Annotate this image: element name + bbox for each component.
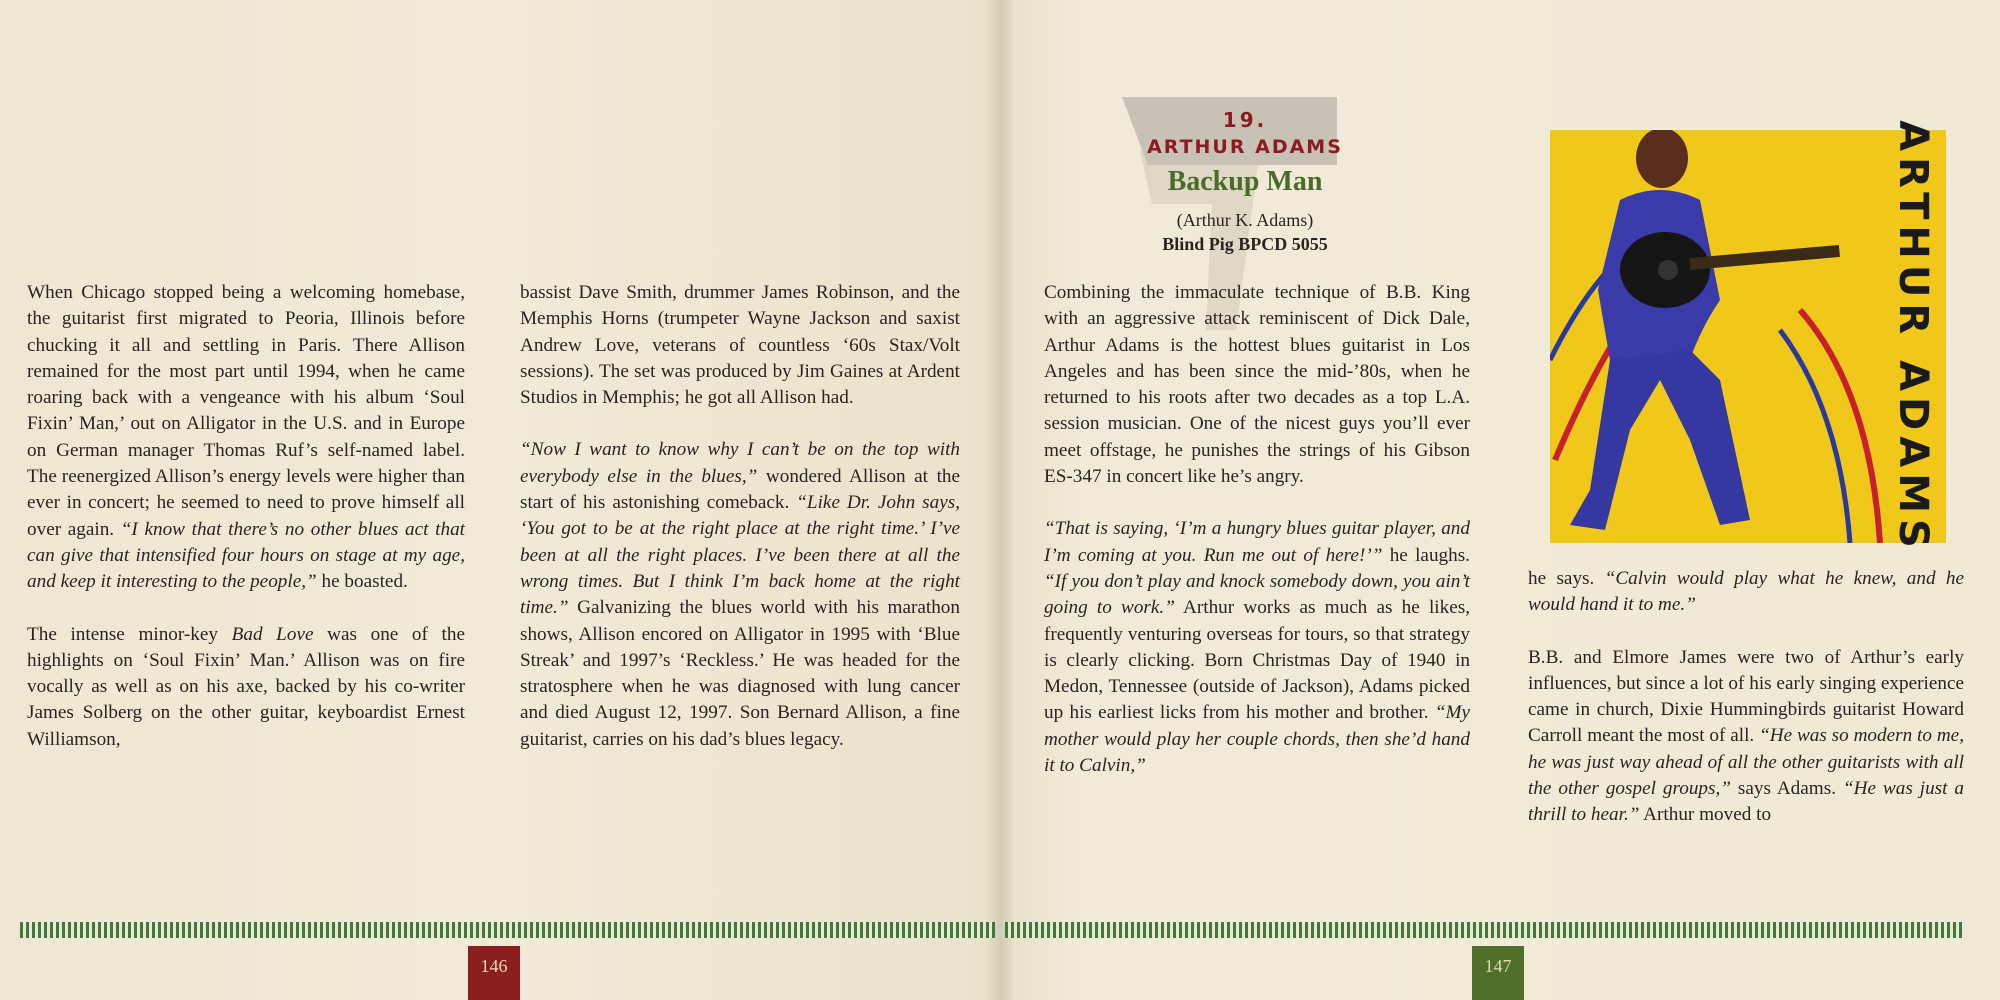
photo-caption: ARTHUR ADAMS bbox=[1890, 119, 1937, 554]
track-artist: ARTHUR ADAMS bbox=[1147, 136, 1343, 158]
paragraph: bassist Dave Smith, drummer James Robinson, and the Memphis Horns (trumpeter Wayne Jackson and saxist Andrew Love, veterans of countless ‘60s Stax/Volt sessions). The set was produced by Jim Gaines at Ardent Studios in Memphis; he got all Allison had. bbox=[520, 282, 960, 409]
paragraph: “Now I want to know why I can’t be on the top with everybody else in the blues,” wondered Allison at the start of his astonishing comeback. “Like Dr. John says, ‘You got to be at the right place at the right time.’ I’ve been at all the right places. I’ve been there at all the wrong times. But I think I’m back home at the right time.” Galvanizing the blues world with his marathon shows, Allison encored on Alligator in 1995 with ‘Blue Streak’ and 1997’s ‘Reckless.’ He was headed for the stratosphere when he was diagnosed with lung cancer and died August 12, 1997. Son Bernard Allison, a fine guitarist, carries on his dad’s blues legacy. bbox=[520, 439, 961, 750]
decorative-stripe-band-left bbox=[20, 922, 995, 938]
catalog-number: Blind Pig BPCD 5055 bbox=[1162, 234, 1328, 254]
paragraph: When Chicago stopped being a welcoming homebase, the guitarist first migrated to Peoria, Illinois before chucking it all and settling in Paris. There Allison remained for the most part until 1994, when he came roaring back with a vengeance with his album ‘Soul Fixin’ Man,’ out on Alligator in the U.S. and in Europe on German manager Thomas Ruf’s self-named label. The reenergized Allison’s energy levels were higher than ever in concert; he seemed to need to prove himself all over again. “I know that there’s no other blues act that can give that intensified four hours on stage at my age, and keep it interesting to the people,” he boasted. bbox=[27, 282, 465, 593]
paragraph: B.B. and Elmore James were two of Arthur’s early influences, but since a lot of his early singing experience came in church, Dixie Hummingbirds guitarist Howard Carroll meant the most of all. “He was so modern to me, he was just way ahead of all the other guitarists with all the other gospel groups,” says Adams. “He was just a thrill to hear.” Arthur moved to bbox=[1528, 646, 1964, 826]
left-column-1 bbox=[27, 280, 465, 753]
paragraph: “That is saying, ‘I’m a hungry blues guitar player, and I’m coming at you. Run me out of here!’” he laughs. “If you don’t play and knock somebody down, you ain’t going to work.” Arthur works as much as he likes, frequently venturing overseas for tours, so that strategy is clearly clicking. Born Christmas Day of 1940 in Medon, Tennessee (outside of Jackson), Adams picked up his earliest licks from his mother and brother. “My mother would play her couple chords, then she’d hand it to Calvin,” bbox=[1044, 518, 1470, 777]
track-number: 19. bbox=[1222, 108, 1268, 132]
page-number-left: 146 bbox=[468, 946, 520, 1000]
paragraph: he says. “Calvin would play what he knew, and he would hand it to me.” bbox=[1528, 568, 1964, 616]
left-column-2 bbox=[520, 280, 960, 753]
paragraph: The intense minor-key Bad Love was one of the highlights on ‘Soul Fixin’ Man.’ Allison was on fire vocally as well as on his axe, backed by his co-writer James Solberg on the other guitar, keyboardist Ernest Williamson, bbox=[27, 623, 465, 750]
composer-credit: (Arthur K. Adams) bbox=[1176, 210, 1314, 230]
paragraph: Combining the immaculate technique of B.B. King with an aggressive attack reminiscent of Dick Dale, Arthur Adams is the hottest blues guitarist in Los Angeles and has been since the mid-’80s, when he returned to his roots after two decades as a top L.A. session musician. One of the nicest guys you’ll ever meet offstage, he punishes the strings of his Gibson ES-347 in concert like he’s angry. bbox=[1044, 282, 1470, 488]
book-gutter bbox=[985, 0, 1015, 1000]
right-column-1 bbox=[1044, 280, 1470, 779]
song-title: Backup Man bbox=[1167, 166, 1323, 197]
decorative-stripe-band-right bbox=[1005, 922, 1965, 938]
right-column-2 bbox=[1528, 566, 1964, 829]
page-number-right: 147 bbox=[1472, 946, 1524, 1000]
